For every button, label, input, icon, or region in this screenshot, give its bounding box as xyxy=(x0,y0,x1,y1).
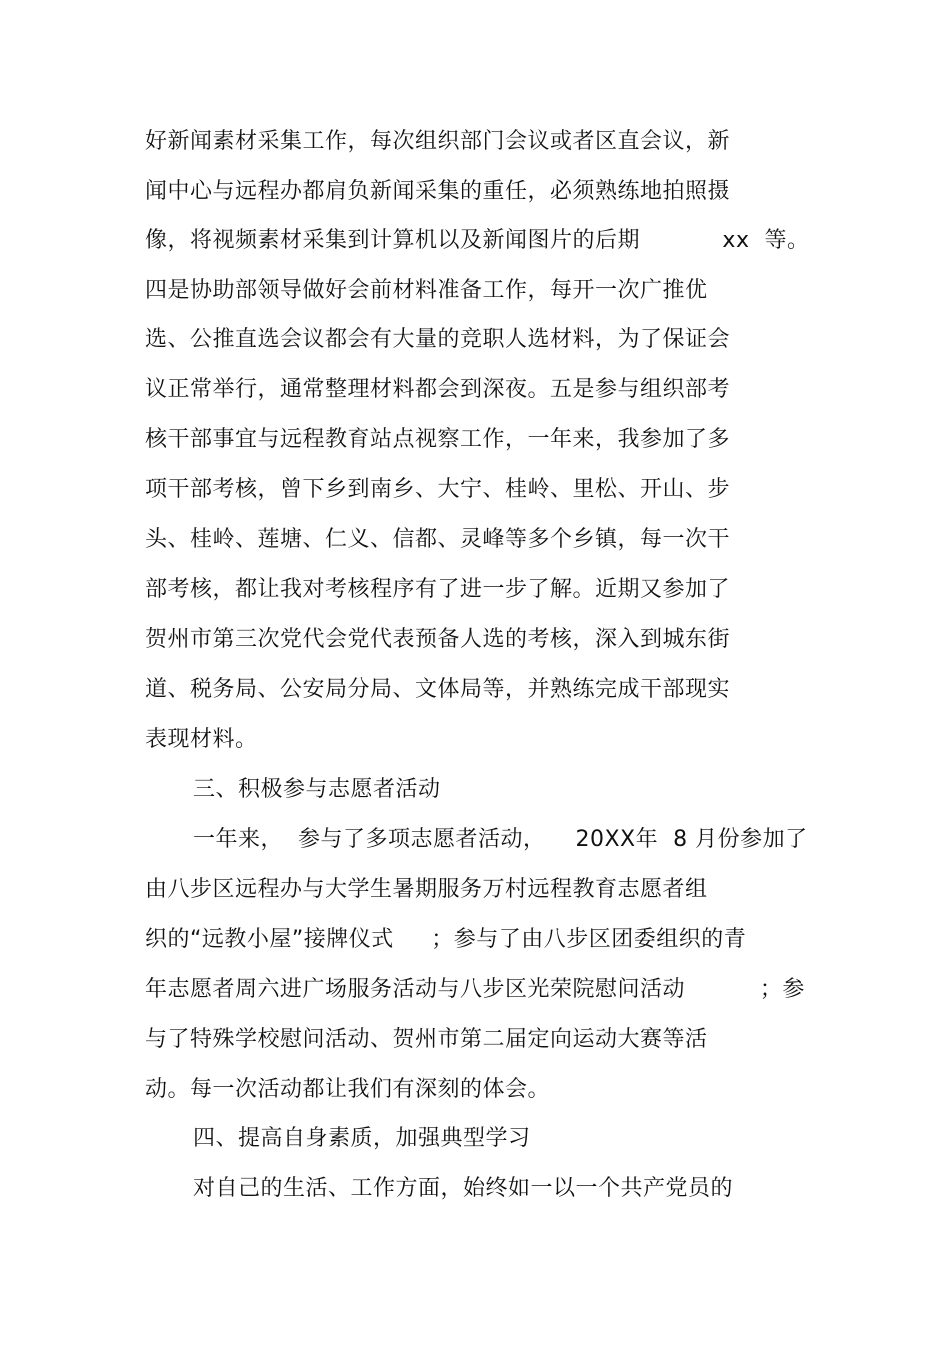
body-text-line: 闻中心与远程办都肩负新闻采集的重任，必须熟练地拍照摄 xyxy=(145,179,731,204)
body-text-line: 核干部事宜与远程教育站点视察工作，一年来，我参加了多 xyxy=(145,427,731,452)
section-heading: 三、积极参与志愿者活动 xyxy=(193,777,441,802)
body-text-line: 选、公推直选会议都会有大量的竞职人选材料，为了保证会 xyxy=(145,327,731,352)
body-text-line: 好新闻素材采集工作，每次组织部门会议或者区直会议，新 xyxy=(145,129,731,154)
body-text-line: 贺州市第三次党代会党代表预备人选的考核，深入到城东街 xyxy=(145,627,731,652)
body-text-line: 部考核，都让我对考核程序有了进一步了解。近期又参加了 xyxy=(145,577,731,602)
body-text-line: 由八步区远程办与大学生暑期服务万村远程教育志愿者组 xyxy=(145,877,708,902)
body-text-line: 年志愿者周六进广场服务活动与八步区光荣院慰问活动 ；参 xyxy=(145,977,805,1002)
body-text-line: 四是协助部领导做好会前材料准备工作，每开一次广推优 xyxy=(145,278,708,303)
body-text-line: 织的“远教小屋”接牌仪式 ；参与了由八步区团委组织的青 xyxy=(145,927,747,952)
body-text-line: 动。每一次活动都让我们有深刻的体会。 xyxy=(145,1077,551,1102)
body-text-line: 议正常举行，通常整理材料都会到深夜。五是参与组织部考 xyxy=(145,377,731,402)
body-text-line: 表现材料。 xyxy=(145,727,258,752)
body-text-line: 对自己的生活、工作方面，始终如一以一个共产党员的 xyxy=(193,1176,734,1201)
body-text-line: 一年来， 参与了多项志愿者活动， 20XX年 8 月份参加了 xyxy=(193,827,808,852)
body-text-line: 头、桂岭、莲塘、仁义、信都、灵峰等多个乡镇，每一次干 xyxy=(145,527,731,552)
body-text-line: 道、税务局、公安局分局、文体局等，并熟练完成干部现实 xyxy=(145,677,731,702)
body-text-line: 与了特殊学校慰问活动、贺州市第二届定向运动大赛等活 xyxy=(145,1027,708,1052)
body-text-line: 像，将视频素材采集到计算机以及新闻图片的后期 xx 等。 xyxy=(145,228,810,253)
section-heading: 四、提高自身素质，加强典型学习 xyxy=(193,1126,531,1151)
body-text-line: 项干部考核，曾下乡到南乡、大宁、桂岭、里松、开山、步 xyxy=(145,477,731,502)
